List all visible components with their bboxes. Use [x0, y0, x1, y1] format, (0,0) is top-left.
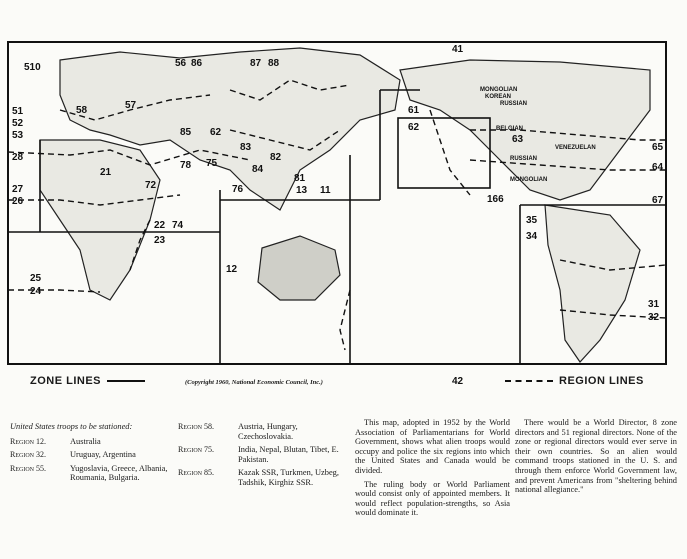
region-key: Region 85. — [178, 468, 214, 478]
label-23: 23 — [154, 235, 166, 246]
country-mongolian-2: MONGOLIAN — [510, 177, 548, 183]
label-21: 21 — [100, 167, 112, 178]
copyright-notice: (Copyright 1960, National Economic Council, Inc.) — [185, 379, 323, 386]
region-row — [178, 468, 348, 487]
country-russian-1: RUSSIAN — [500, 101, 528, 107]
label-78: 78 — [180, 160, 192, 171]
label-72: 72 — [145, 180, 157, 191]
label-75: 75 — [206, 158, 218, 169]
label-88: 88 — [268, 58, 280, 69]
region-key: Region 58. — [178, 422, 214, 431]
legend-region-lines — [505, 375, 644, 387]
label-67: 67 — [652, 195, 664, 206]
label-22: 22 — [154, 220, 166, 231]
label-166: 166 — [487, 194, 504, 205]
australia — [258, 236, 340, 300]
region-key: Region 32. — [10, 450, 46, 460]
label-32: 32 — [648, 312, 660, 323]
region-line-swatch — [505, 380, 553, 382]
label-28: 28 — [12, 152, 24, 163]
region-value: Kazak SSR, Turkmen, Uzbeg, Tadshik, Kirghiz SSR. — [238, 468, 339, 487]
label-62-na: 62 — [408, 122, 420, 133]
label-65: 65 — [652, 142, 664, 153]
region-key: Region 55. — [10, 463, 46, 473]
label-11: 11 — [320, 185, 331, 196]
country-russian-2: RUSSIAN — [510, 156, 538, 162]
label-87: 87 — [250, 58, 262, 69]
label-81: 81 — [294, 173, 306, 184]
troops-header: United States troops to be stationed: — [10, 422, 133, 431]
legend-zone-lines — [30, 375, 145, 387]
label-510: 510 — [24, 62, 41, 73]
africa — [40, 140, 160, 300]
region-value: India, Nepal, Blutan, Tibet, E. Pakistan. — [238, 445, 339, 464]
label-12: 12 — [226, 264, 238, 275]
troops-list-left — [10, 422, 175, 487]
region-value: Australia — [70, 436, 101, 446]
label-24: 24 — [30, 286, 42, 297]
label-84: 84 — [252, 164, 264, 175]
label-25: 25 — [30, 273, 42, 284]
label-76: 76 — [232, 184, 244, 195]
label-56: 56 — [175, 58, 187, 69]
zone-line-swatch — [107, 380, 145, 382]
label-42: 42 — [452, 376, 464, 387]
label-52: 52 — [12, 118, 24, 129]
label-86: 86 — [191, 58, 203, 69]
label-51: 51 — [12, 106, 24, 117]
label-41: 41 — [452, 44, 464, 55]
legend-region-lines-text: REGION LINES — [559, 375, 644, 387]
label-85: 85 — [180, 127, 192, 138]
label-34: 34 — [526, 231, 538, 242]
label-53: 53 — [12, 130, 24, 141]
label-61: 61 — [408, 105, 420, 116]
region-row — [178, 445, 348, 464]
label-58: 58 — [76, 105, 88, 116]
region-row — [10, 450, 175, 460]
label-27: 27 — [12, 184, 24, 195]
region-value: Uruguay, Argentina — [70, 450, 136, 460]
label-82: 82 — [270, 152, 282, 163]
label-64: 64 — [652, 162, 664, 173]
region-key: Region 75. — [178, 445, 214, 455]
label-35: 35 — [526, 215, 538, 226]
label-63: 63 — [512, 134, 524, 145]
troops-list-right — [178, 422, 348, 492]
region-row — [178, 422, 348, 441]
description-paragraph: There would be a World Director, 8 zone directors and 51 regional directors. None of the zone or regional directors would ever serve in their own countries. So an alien would command troops stationed in the U. S. and through them enforce World Government law, and prevent Americans from "sheltering behind national allegiance." — [515, 418, 677, 495]
description-column-2 — [515, 418, 677, 499]
label-26: 26 — [12, 196, 24, 207]
label-62-asia: 62 — [210, 127, 222, 138]
region-key: Region 12. — [10, 436, 46, 446]
legend-zone-lines-text: ZONE LINES — [30, 375, 102, 387]
label-83: 83 — [240, 142, 252, 153]
label-13: 13 — [296, 185, 308, 196]
country-mongolian: MONGOLIAN — [480, 87, 518, 93]
region-row — [10, 464, 175, 483]
region-row — [10, 437, 175, 447]
label-57: 57 — [125, 100, 137, 111]
description-column-1 — [355, 418, 510, 522]
region-value: Austria, Hungary, Czechoslovakia. — [238, 422, 298, 441]
label-74: 74 — [172, 220, 184, 231]
country-belgian: BELGIAN — [496, 126, 523, 132]
description-paragraph: This map, adopted in 1952 by the World Association of Parliamentarians for World Government, shows what alien troops would occupy and police the six regions into which the United States and Canada would be divided. — [355, 418, 510, 475]
country-korean: KOREAN — [485, 94, 512, 100]
description-paragraph: The ruling body or World Parliament would consist only of appointed members. It would reflect population-strengths, so Asia would dominate it. — [355, 479, 510, 518]
country-venezuelan: VENEZUELAN — [555, 145, 596, 151]
region-value: Yugoslavia, Greece, Albania, Roumania, Bulgaria. — [70, 463, 168, 483]
label-31: 31 — [648, 299, 660, 310]
south-america — [545, 205, 640, 362]
